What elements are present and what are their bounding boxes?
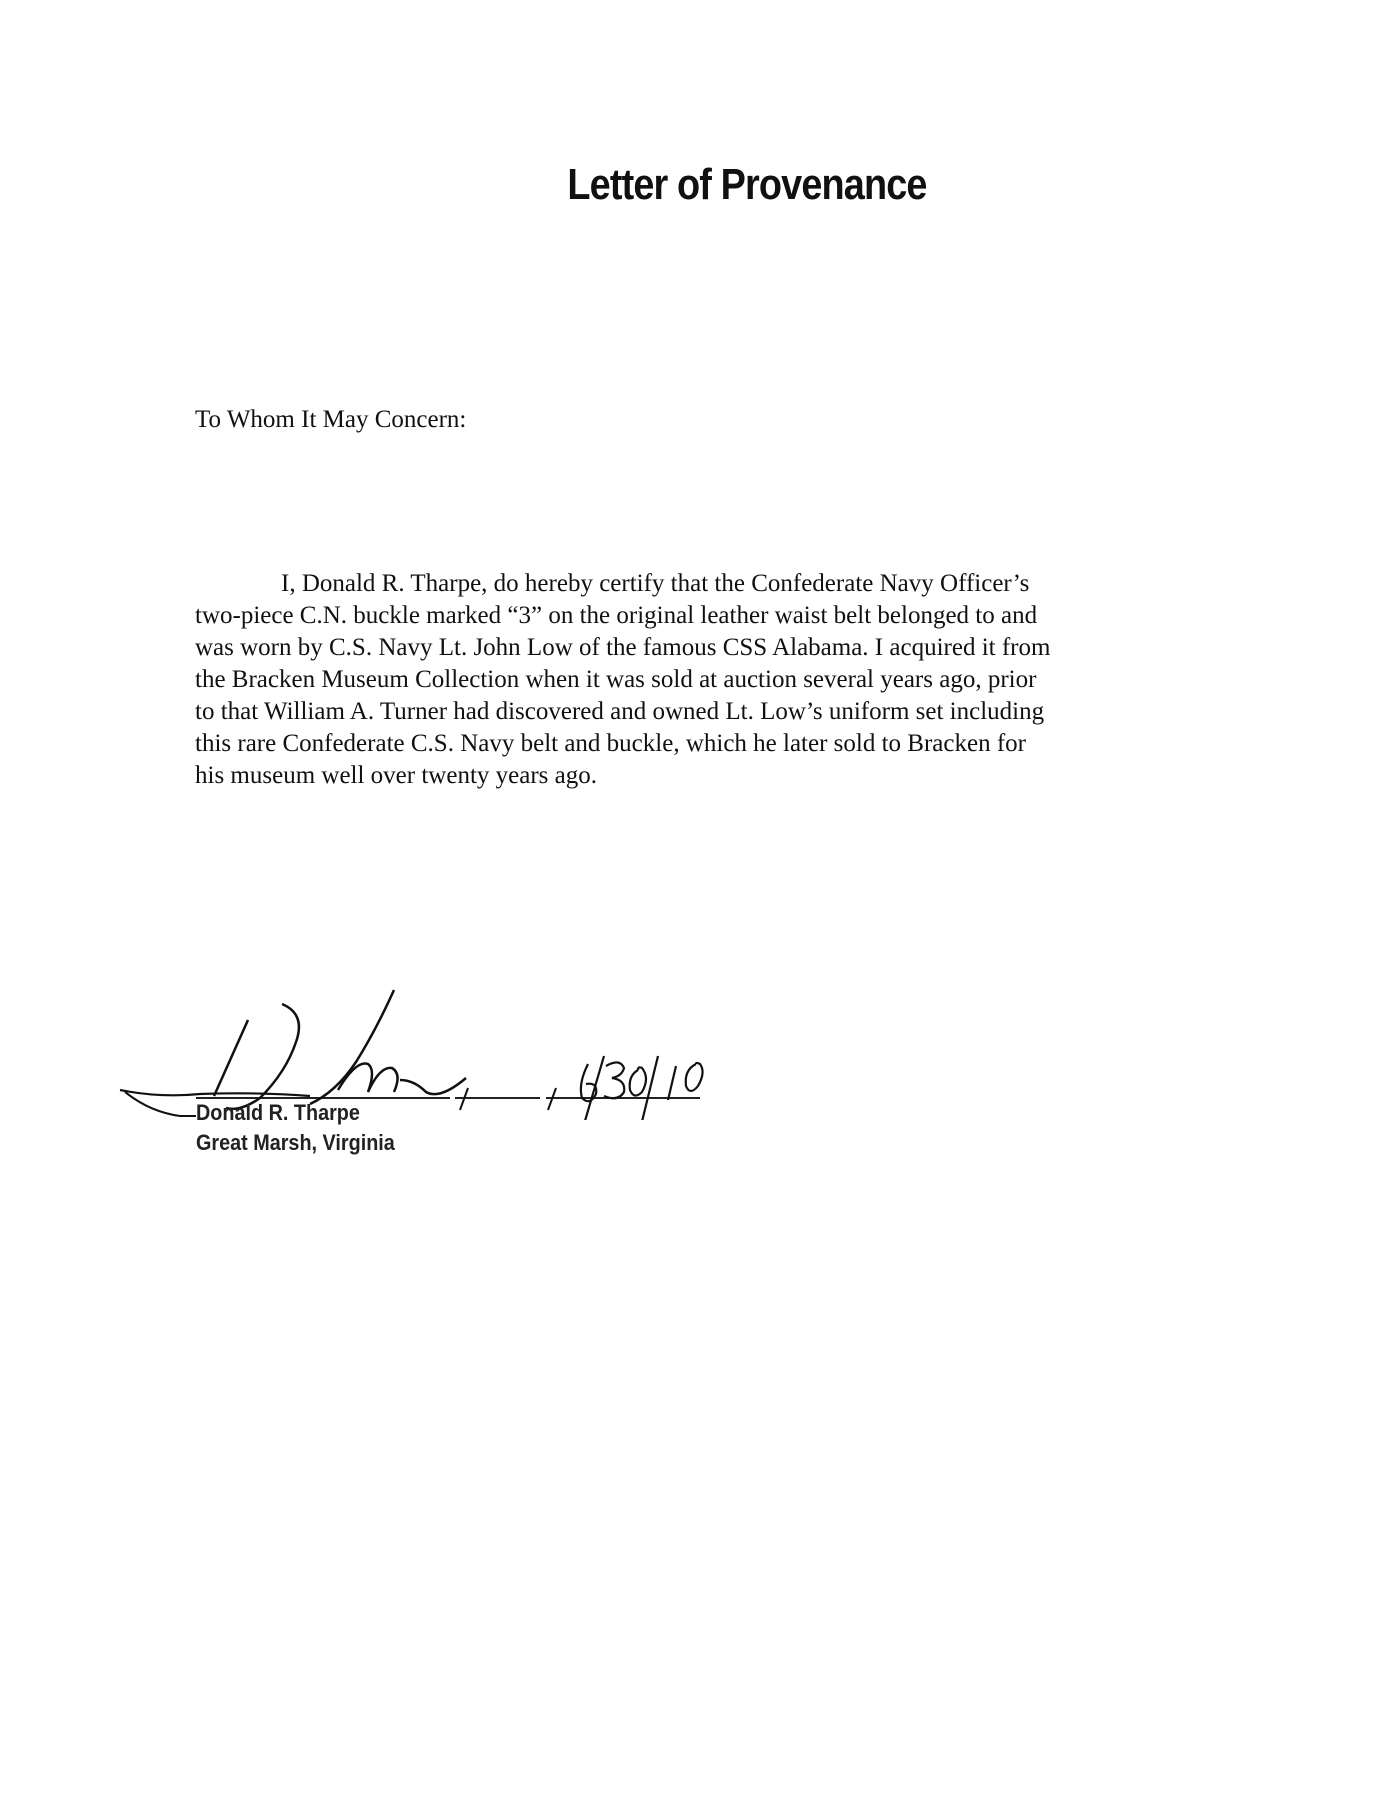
paragraph-line: to that William A. Turner had discovered and owned Lt. Low’s uniform set including (195, 698, 1045, 725)
paragraph-line: the Bracken Museum Collection when it was sold at auction several years ago, prior (195, 666, 1037, 693)
paragraph-line: this rare Confederate C.S. Navy belt and buckle, which he later sold to Bracken for (195, 730, 1026, 757)
paragraph-line: I, Donald R. Tharpe, do hereby certify that the Confederate Navy Officer’s (281, 570, 1030, 597)
signer-name: Donald R. Tharpe (196, 1100, 360, 1125)
paragraph-line: his museum well over twenty years ago. (195, 762, 597, 789)
paragraph-line: was worn by C.S. Navy Lt. John Low of the famous CSS Alabama. I acquired it from (195, 634, 1051, 661)
signer-location: Great Marsh, Virginia (196, 1130, 395, 1155)
paragraph-line: two-piece C.N. buckle marked “3” on the original leather waist belt belonged to and (195, 602, 1038, 629)
salutation: To Whom It May Concern: (195, 406, 467, 433)
signature-block (110, 980, 810, 1200)
letter-title: Letter of Provenance (567, 160, 927, 209)
handwritten-date (110, 980, 810, 1120)
certification-paragraph (195, 568, 1185, 792)
